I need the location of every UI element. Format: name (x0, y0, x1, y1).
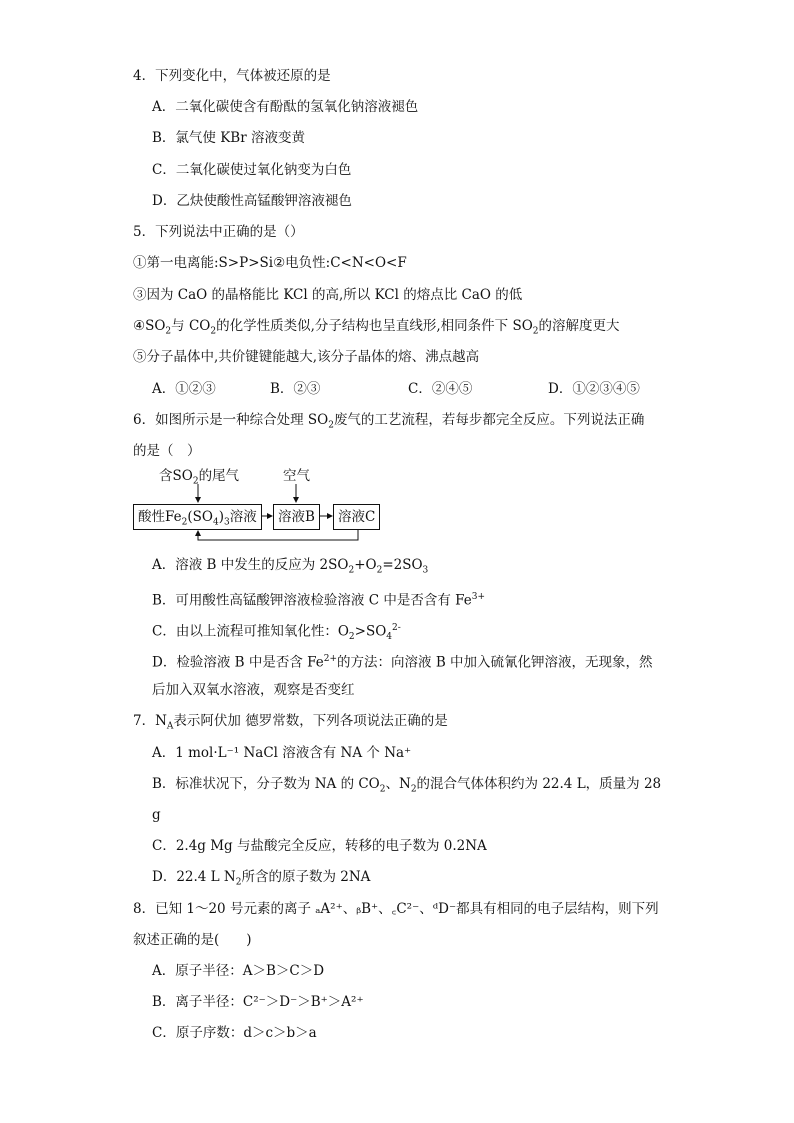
q6-option-d-line1: D．检验溶液 B 中是否含 $Fe^{2+}$的方法：向溶液 B 中加入硫氰化钾溶液，无现象，然 (152, 654, 653, 671)
q8-option-a: A．原子半径：A＞B＞C＞D (152, 963, 325, 979)
q5-option-c: C．②④⑤ (408, 381, 473, 397)
q4-option-d: D．乙炔使酸性高锰酸钾溶液褪色 (152, 193, 352, 209)
q5-option-d: D．①②③④⑤ (548, 381, 640, 397)
box-solution-c: 溶液C (333, 504, 380, 530)
q6-option-b: B．可用酸性高锰酸钾溶液检验溶液 C 中是否含有 $Fe^{3+}$ (152, 592, 486, 609)
q6-stem-line1: 6．如图所示是一种综合处理 $SO_2$废气的工艺流程，若每步都完全反应。下列说法正确 (133, 412, 645, 431)
air-label: 空气 (283, 468, 310, 484)
q6-option-a: A．溶液 B 中发生的反应为 $2SO_2+O_2=2SO_3$ (152, 557, 429, 576)
q6-option-d-line2: 后加入双氧水溶液，观察是否变红 (152, 682, 355, 698)
q5-options (152, 379, 672, 399)
box-acidic-fe2so43-solution: 酸性$Fe_2(SO_4)_3$溶液 (133, 504, 262, 530)
q7-option-b-line1: B．标准状况下，分子数为 NA 的 $CO_2$、$N_2$的混合气体体积约为 22.4 L，质量为 28 (152, 776, 662, 795)
q8-stem-line2: 叙述正确的是( ) (133, 932, 252, 948)
tail-gas-label: 含$SO_2$的尾气 (159, 468, 240, 487)
q5-statement-3: ③因为 CaO 的晶格能比 KCl 的高,所以 KCl 的熔点比 CaO 的低 (133, 287, 523, 303)
q7-option-b-line2: g (152, 807, 161, 823)
q6-option-c: C．由以上流程可推知氧化性：$O_2>SO_4^{2-}$ (152, 623, 401, 643)
q5-statement-1-2: ①第一电离能:S>P>Si②电负性:C<N<O<F (133, 255, 407, 271)
q6-stem-line2: 的是（ ） (133, 443, 201, 459)
q5-stem: 5．下列说法中正确的是（） (133, 224, 304, 240)
q8-option-c: C．原子序数：d＞c＞b＞a (152, 1025, 317, 1041)
q5-statement-5: ⑤分子晶体中,共价键键能越大,该分子晶体的熔、沸点越高 (133, 349, 480, 365)
q6-process-diagram (133, 468, 393, 548)
q7-option-c: C．2.4g Mg 与盐酸完全反应，转移的电子数为 0.2NA (152, 838, 487, 854)
q4-option-a: A．二氧化碳使含有酚酞的氢氧化钠溶液褪色 (152, 99, 419, 115)
q4-option-b: B．氯气使 KBr 溶液变黄 (152, 130, 305, 146)
q8-stem-line1: 8．已知 1～20 号元素的离子 ₐA²⁺、ᵦB⁺、꜀C²⁻、ᵈD⁻都具有相同的电子层结构，则下列 (133, 901, 659, 917)
q5-option-b: B．②③ (270, 381, 321, 397)
q7-stem: 7．$N_A$表示阿伏加 德罗常数，下列各项说法正确的是 (133, 713, 448, 732)
q4-option-c: C．二氧化碳使过氧化钠变为白色 (152, 162, 352, 178)
q5-option-a: A．①②③ (152, 381, 216, 397)
q7-option-a: A．1 mol·L⁻¹ NaCl 溶液含有 NA 个 Na⁺ (152, 745, 412, 761)
q4-stem: 4．下列变化中，气体被还原的是 (133, 68, 331, 84)
q7-option-d: D．22.4 L $N_2$所含的原子数为 2NA (152, 869, 371, 888)
box-solution-b: 溶液B (273, 504, 320, 530)
q5-statement-4: $④SO_2$与 $CO_2$的化学性质类似,分子结构也呈直线形,相同条件下 $SO_2$的溶解度更大 (133, 318, 620, 337)
q8-option-b: B．离子半径：C²⁻＞D⁻＞B⁺＞A²⁺ (152, 994, 364, 1010)
